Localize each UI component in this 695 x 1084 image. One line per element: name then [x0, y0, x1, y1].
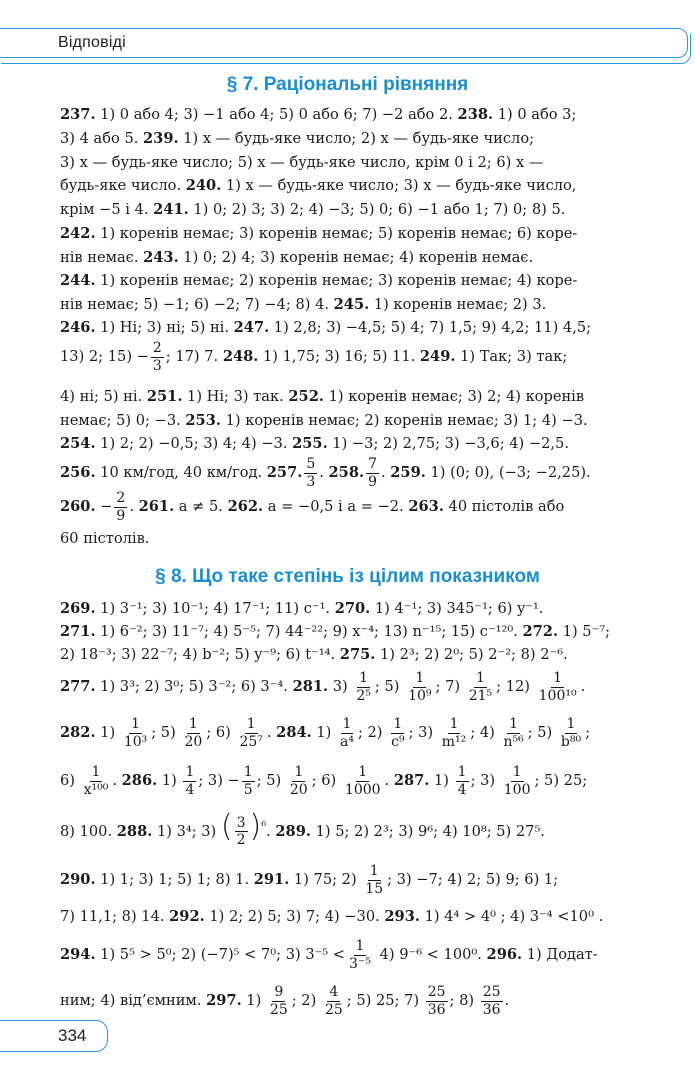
fraction: $\frac{1}{100}$ [503, 763, 531, 798]
fraction: $\frac{25}{36}$ [427, 983, 446, 1018]
fraction: $\frac{1}{\text{x¹⁰⁰}}$ [83, 763, 109, 798]
answer-line: 254. 1) 2; 2) −0,5; 3) 4; 4) −3. 255. 1) −3; 2) 2,75; 3) −3,6; 4) −2,5. [60, 435, 569, 452]
fraction: $\frac{1}{\text{21⁵}}$ [468, 669, 493, 704]
page-number: 334 [58, 1026, 87, 1045]
answer-line: 8) 100. 288. 1) 3⁴; 3) ( $\frac{3}{2}$ )$^{^6}$. 289. 1) 5; 2) 2³; 3) 9⁶; 4) 10⁸; 5) 27⁵. [60, 808, 545, 849]
fraction: $\frac{1}{\text{3⁻⁵}}$ [349, 937, 371, 972]
answer-line: 60 пістолів. [60, 530, 150, 547]
answer-line: 3) 4 або 5. 239. 1) x — будь-яке число; 2) x — будь-яке число; [60, 130, 535, 147]
page-header [0, 28, 695, 64]
fraction: $\frac{1}{\text{10³}}$ [123, 715, 148, 750]
answer-line: 3) x — будь-яке число; 5) x — будь-яке число, крім 0 і 2; 6) x — [60, 154, 544, 171]
answer-line: 260. − $\frac{2}{9}$ . 261. a ≠ 5. 262. a = −0,5 і a = −2. 263. 40 пістолів або [60, 489, 565, 524]
answer-line: будь-яке число. 240. 1) x — будь-яке число; 3) x — будь-яке число, [60, 177, 577, 194]
answer-line: ним; 4) від’ємним. 297. 1) $\frac{9}{25}$ ; 2) $\frac{4}{25}$ ; 5) 25; 7) $\frac{25}{36}$ ; 8) $\frac{25}{36}$ . [60, 983, 510, 1018]
fraction: $\frac{1}{20}$ [184, 715, 203, 750]
fraction: $\frac{1}{20}$ [289, 763, 308, 798]
page-number-frame [0, 1020, 108, 1052]
fraction: $\frac{1}{\text{b⁸⁰}}$ [560, 715, 582, 750]
answer-line: 269. 1) 3⁻¹; 3) 10⁻¹; 4) 17⁻¹; 11) c⁻¹. 270. 1) 4⁻¹; 3) 345⁻¹; 6) y⁻¹. [60, 600, 544, 617]
answer-line: 294. 1) 5⁵ > 5⁰; 2) (−7)⁵ < 7⁰; 3) 3⁻⁵ < $\frac{1}{\text{3⁻⁵}}$ 4) 9⁻⁶ < 100⁰. 296. 1) Додат- [60, 937, 598, 972]
fraction: $\frac{1}{4}$ [185, 763, 195, 798]
fraction: $\frac{1}{\text{100¹⁰}}$ [538, 669, 577, 704]
fraction: $\frac{1}{15}$ [365, 862, 384, 897]
fraction: $\frac{1}{4}$ [457, 763, 467, 798]
fraction: $\frac{25}{36}$ [482, 983, 501, 1018]
page-number-box [0, 1020, 108, 1054]
answer-line: нів немає; 5) −1; 6) −2; 7) −4; 8) 4. 245. 1) коренів немає; 2) 3. [60, 296, 547, 313]
answer-line: 4) ні; 5) ні. 251. 1) Ні; 3) так. 252. 1) коренів немає; 3) 2; 4) коренів [60, 388, 585, 405]
answer-line: крім −5 і 4. 241. 1) 0; 2) 3; 3) 2; 4) −3; 5) 0; 6) −1 або 1; 7) 0; 8) 5. [60, 201, 566, 218]
answer-line: 246. 1) Ні; 3) ні; 5) ні. 247. 1) 2,8; 3) −4,5; 5) 4; 7) 1,5; 9) 4,2; 11) 4,5; [60, 319, 592, 336]
section-8-title: § 8. Що таке степінь із цілим показником [155, 566, 540, 587]
fraction: $\frac{2}{3}$ [152, 339, 162, 374]
fraction: $\frac{3}{2}$ [236, 814, 246, 849]
answer-line: 282. 1) $\frac{1}{\text{10³}}$ ; 5) $\frac{1}{20}$ ; 6) $\frac{1}{\text{25⁷}}$ . 284. 1) $\frac{1}{\text{a⁴}}$ ; 2) $\frac{1}{\text{c⁹}}$ ; 3) $\frac{1}{\text{m¹²}}$ ; 4) $\frac{1}{\text{n⁵⁶}}$ ; 5) $\frac{1}{\text{b⁸⁰}}$ ; [60, 715, 591, 750]
fraction: $\frac{1}{\text{c⁹}}$ [391, 715, 405, 750]
fraction: $\frac{1}{\text{m¹²}}$ [441, 715, 467, 750]
answer-line: 290. 1) 1; 3) 1; 5) 1; 8) 1. 291. 1) 75; 2) $\frac{1}{15}$ ; 3) −7; 4) 2; 5) 9; 6) 1; [60, 862, 559, 897]
header-title: Відповіді [58, 34, 126, 51]
left-paren: ( [220, 808, 233, 844]
section-7-title: § 7. Раціональні рівняння [226, 74, 469, 95]
fraction: $\frac{1}{\text{2⁵}}$ [356, 669, 371, 704]
answer-line: 256. 10 км/год, 40 км/год. 257. $\frac{5}{3}$ . 258. $\frac{7}{9}$ . 259. 1) (0; 0), (−3; −2,25). [60, 455, 591, 490]
answer-line: 2) 18⁻³; 3) 22⁻⁷; 4) b⁻²; 5) y⁻⁹; 6) t⁻¹⁴. 275. 1) 2³; 2) 2⁰; 5) 2⁻²; 8) 2⁻⁶. [60, 646, 568, 663]
fraction: $\frac{1}{\text{n⁵⁶}}$ [503, 715, 524, 750]
answer-line: 271. 1) 6⁻²; 3) 11⁻⁷; 4) 5⁻⁵; 7) 44⁻²²; 9) x⁻⁴; 13) n⁻¹⁵; 15) c⁻¹²⁰. 272. 1) 5⁻⁷; [60, 623, 611, 640]
fraction: $\frac{4}{25}$ [324, 983, 343, 1018]
fraction: $\frac{9}{25}$ [269, 983, 288, 1018]
answer-line: 6) $\frac{1}{\text{x¹⁰⁰}}$ . 286. 1) $\frac{1}{4}$ ; 3) − $\frac{1}{5}$ ; 5) $\frac{1}{20}$ ; 6) $\frac{1}{1000}$ . 287. 1) $\frac{1}{4}$ ; 3) $\frac{1}{100}$ ; 5) 25; [60, 763, 588, 798]
fraction: $\frac{2}{9}$ [116, 489, 126, 524]
answer-line: 7) 11,1; 8) 14. 292. 1) 2; 2) 5; 3) 7; 4) −30. 293. 1) 4⁴ > 4⁰ ; 4) 3⁻⁴ <10⁰ . [60, 908, 604, 925]
answer-line: 277. 1) 3³; 2) 3⁰; 5) 3⁻²; 6) 3⁻⁴. 281. 3) $\frac{1}{\text{2⁵}}$ ; 5) $\frac{1}{\text{10⁹}}$ ; 7) $\frac{1}{\text{21⁵}}$ ; 12) $\frac{1}{\text{100¹⁰}}$ . [60, 669, 586, 704]
fraction: $\frac{1}{\text{25⁷}}$ [239, 715, 263, 750]
right-paren: ) [249, 808, 262, 844]
fraction: $\frac{1}{1000}$ [344, 763, 381, 798]
fraction: $\frac{7}{9}$ [368, 455, 377, 490]
answer-line: 237. 1) 0 або 4; 3) −1 або 4; 5) 0 або 6; 7) −2 або 2. 238. 1) 0 або 3; [60, 106, 577, 123]
fraction: $\frac{1}{5}$ [243, 763, 253, 798]
answer-line: 242. 1) коренів немає; 3) коренів немає; 5) коренів немає; 6) коре- [60, 225, 578, 242]
fraction: $\frac{1}{\text{a⁴}}$ [339, 715, 354, 750]
answer-line: немає; 5) 0; −3. 253. 1) коренів немає; 2) коренів немає; 3) 1; 4) −3. [60, 412, 588, 429]
fraction: $\frac{1}{\text{10⁹}}$ [408, 669, 432, 704]
answer-line: 13) 2; 15) − $\frac{2}{3}$ ; 17) 7. 248. 1) 1,75; 3) 16; 5) 11. 249. 1) Так; 3) так; [60, 339, 568, 374]
fraction: $\frac{5}{3}$ [306, 455, 316, 490]
answer-line: 244. 1) коренів немає; 2) коренів немає; 3) коренів немає; 4) коре- [60, 272, 578, 289]
answer-line: нів немає. 243. 1) 0; 2) 4; 3) коренів немає; 4) коренів немає. [60, 249, 534, 266]
